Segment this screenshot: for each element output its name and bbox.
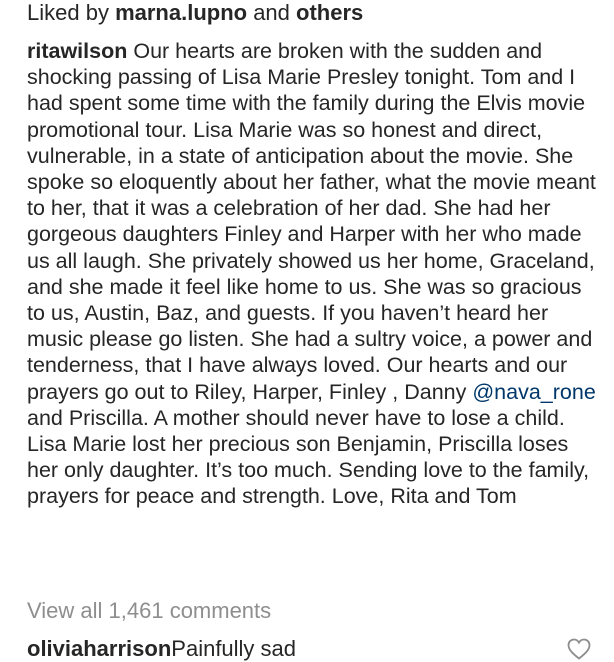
post-caption: [27, 38, 597, 510]
likes-middle: and: [247, 0, 297, 25]
comment-username[interactable]: oliviaharrison: [27, 636, 172, 661]
liker-username[interactable]: marna.lupno: [115, 0, 248, 25]
caption-text: Our hearts are broken with the sudden and shocking passing of Lisa Marie Presley tonight. Tom and I had spent some time with the family during the Elvis movie promotional tour. Lisa Marie was so honest and direct, vulnerable, in a state of anticipation about the movie. She spoke so eloquently about her father, what the movie meant to her, that it was a celebration of her dad. She had her gorgeous daughters Finley and Harper with her who made us all laugh. She privately showed us her home, Graceland, and she made it feel like home to us. She was so gracious to us, Austin, Baz, and guests. If you haven’t heard her music please go listen. She had a sultry voice, a power and tenderness, that I have always loved. Our hearts and our prayers go out to Riley, Harper, Finley , Danny: [27, 39, 596, 404]
view-all-comments-link[interactable]: View all 1,461 comments: [27, 598, 272, 623]
likes-prefix: Liked by: [27, 0, 116, 25]
comment-text: Painfully sad: [171, 636, 297, 661]
likes-others-link[interactable]: others: [296, 0, 364, 25]
caption-text-continued: and Priscilla. A mother should never have to lose a child. Lisa Marie lost her precious son Benjamin, Priscilla loses her only daughter. It’s too much. Sending love to the family, prayers for peace and strength. Love, Rita and Tom: [27, 405, 590, 509]
likes-summary: [27, 0, 363, 26]
heart-icon[interactable]: [567, 638, 591, 660]
caption-mention-link[interactable]: @nava_rone: [472, 379, 596, 404]
comment-item: [27, 636, 296, 662]
caption-username[interactable]: ritawilson: [27, 39, 128, 63]
